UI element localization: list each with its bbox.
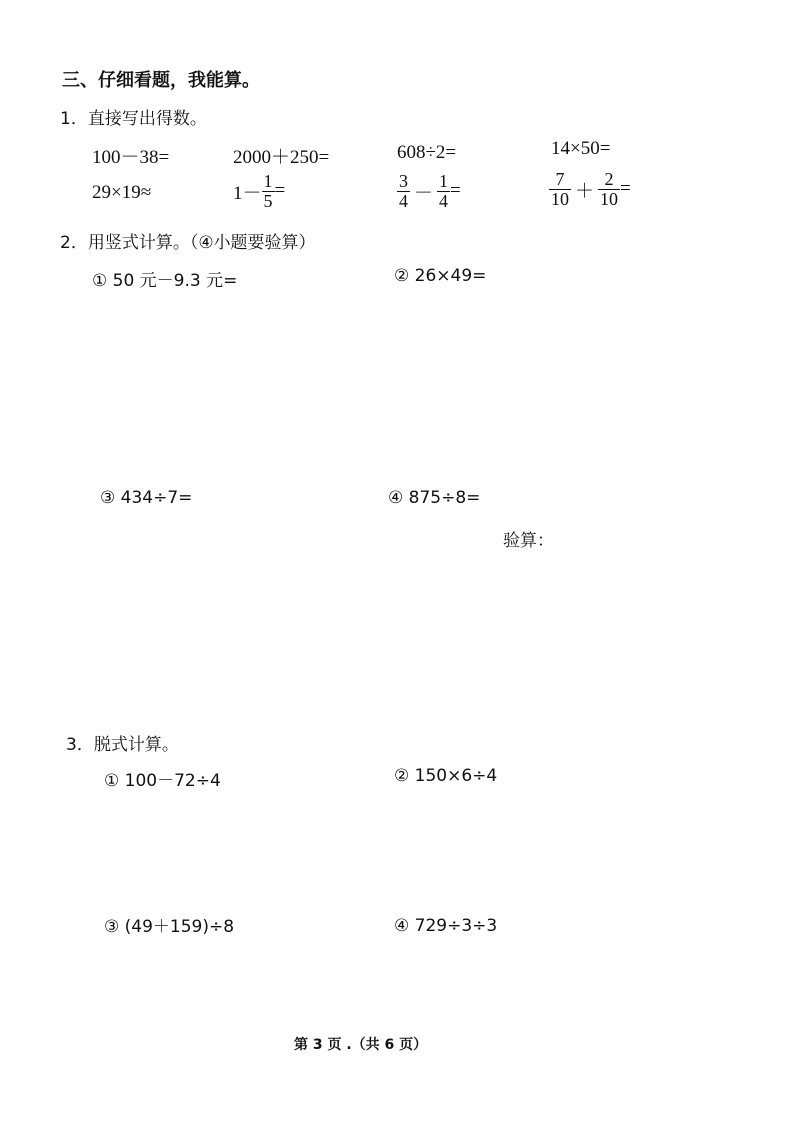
fraction-numerator: 7 (555, 169, 565, 189)
fraction-numerator: 1 (439, 171, 449, 191)
q3-item-4: ④ 729÷3÷3 (394, 916, 498, 936)
q2-item-2: ② 26×49= (394, 266, 487, 286)
q3-item-1: ① 100－72÷4 (104, 771, 221, 791)
q1-item-7 (397, 172, 461, 211)
q1-item-2: 2000＋250= (233, 147, 330, 168)
fraction-2-10 (598, 170, 620, 209)
q1-item-6-left: 1－ (233, 182, 262, 204)
q1-item-8 (549, 170, 631, 209)
fraction-denominator: 10 (600, 188, 619, 209)
fraction-1-4 (437, 172, 450, 211)
minus-sign: － (414, 182, 434, 204)
fraction-1-5 (262, 172, 275, 211)
fraction-numerator: 1 (263, 171, 273, 191)
q1-item-6 (233, 172, 285, 211)
q1-heading: 1．直接写出得数。 (60, 109, 207, 129)
q2-item-4: ④ 875÷8= (388, 488, 481, 508)
plus-sign: ＋ (575, 180, 595, 202)
fraction-numerator: 2 (604, 169, 614, 189)
fraction-denominator: 10 (551, 188, 569, 209)
q1-item-4: 14×50= (551, 138, 611, 159)
equals-sign: = (274, 180, 286, 202)
q3-heading: 3．脱式计算。 (66, 735, 179, 755)
q2-item-3: ③ 434÷7= (100, 488, 193, 508)
q1-item-3: 608÷2= (397, 142, 457, 163)
equals-sign: = (450, 180, 461, 202)
fraction-numerator: 3 (399, 171, 408, 191)
section-title: 三、仔细看题，我能算。 (62, 70, 260, 91)
q3-item-3: ③ (49＋159)÷8 (104, 917, 235, 937)
fraction-denominator: 5 (263, 190, 273, 211)
q1-item-1: 100－38= (92, 147, 170, 168)
equals-sign: = (620, 178, 631, 200)
q3-item-2: ② 150×6÷4 (394, 766, 498, 786)
q1-item-5: 29×19≈ (92, 182, 152, 203)
fraction-denominator: 4 (399, 190, 408, 211)
q2-item-1: ① 50 元－9.3 元= (92, 271, 238, 291)
q2-heading: 2．用竖式计算。（④小题要验算） (60, 233, 316, 253)
fraction-3-4 (397, 172, 410, 211)
page-footer: 第 3 页 .（共 6 页） (294, 1037, 428, 1053)
fraction-denominator: 4 (439, 190, 449, 211)
check-label: 验算： (503, 531, 554, 551)
fraction-7-10 (549, 170, 571, 209)
